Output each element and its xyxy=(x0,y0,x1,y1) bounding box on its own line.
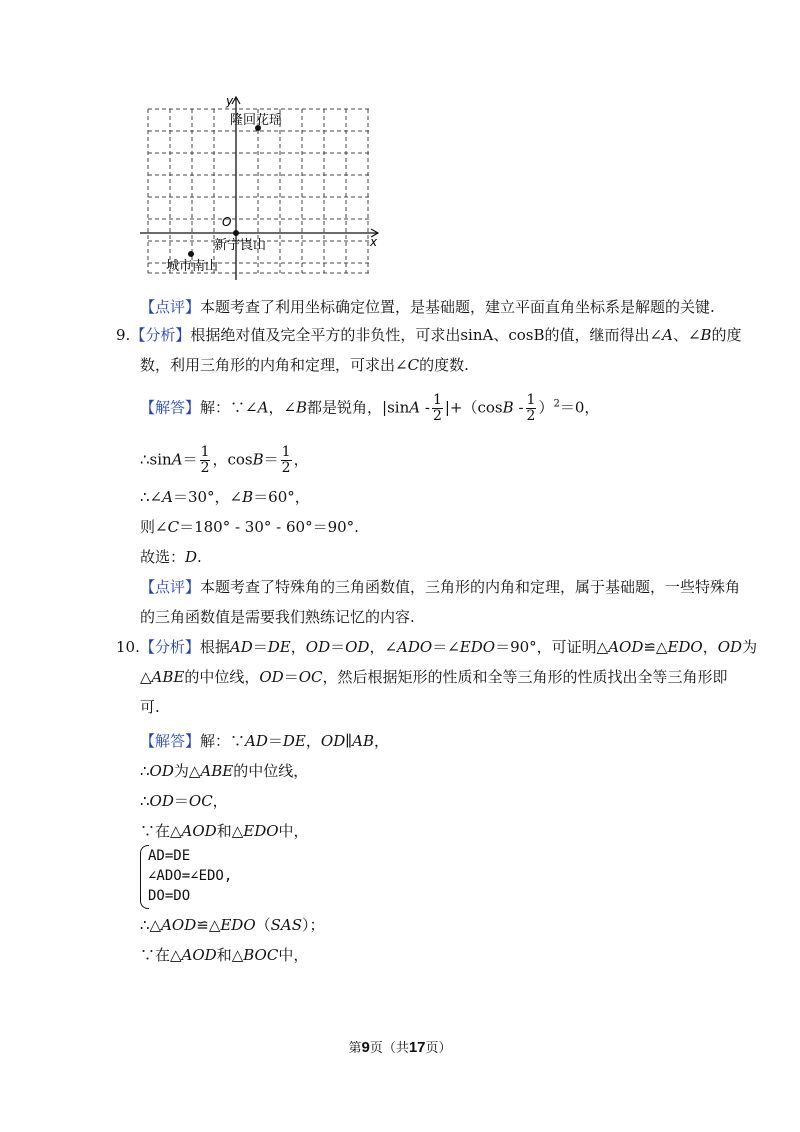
q9-comment-line1: 【点评】本题考查了特殊角的三角函数值，三角形的内角和定理，属于基础题，一些特殊角 xyxy=(140,578,741,596)
q8-comment xyxy=(140,297,715,317)
q9-answer-line3: ∴∠A＝30°，∠B＝60°， xyxy=(140,488,310,506)
comment-tag: 【点评】 xyxy=(140,298,201,316)
x-axis-label: x xyxy=(370,235,378,249)
answer-tag: 【解答】 xyxy=(140,732,201,750)
q10-answer-line1: 【解答】解：∵AD＝DE，OD∥AB， xyxy=(140,732,390,750)
coordinate-grid-figure xyxy=(140,95,380,280)
label-origin: 新宁崀山 xyxy=(214,238,267,253)
q10-answer-line2: ∴OD为△ABE的中位线， xyxy=(140,762,309,780)
q9-answer-line1: 【解答】解：∵∠A，∠B都是锐角，|sinA - $\frac{1}{2}$ |+（cosB - $\frac{1}{2}$ ）$^2$＝0， xyxy=(140,392,600,424)
q10-analysis-line2: △ABE的中位线，OD＝OC，然后根据矩形的性质和全等三角形的性质找出全等三角形即 xyxy=(140,668,728,686)
q9-analysis-line2: 数，利用三角形的内角和定理，可求出∠C的度数. xyxy=(140,356,469,374)
point-origin xyxy=(233,230,239,236)
q9-analysis-line1: 9.【分析】根据绝对值及完全平方的非负性，可求出sinA、cosB的值，继而得出∠A、∠B的度 xyxy=(116,326,742,344)
label-top: 隆回花瑶 xyxy=(230,113,283,128)
y-axis-label: y xyxy=(226,95,234,108)
analysis-tag: 【分析】 xyxy=(139,638,200,656)
fraction-half: $\frac{1}{2}$ xyxy=(526,392,536,424)
fraction-half: $\frac{1}{2}$ xyxy=(432,392,442,424)
answer-tag: 【解答】 xyxy=(140,398,201,417)
q9-comment-line2: 的三角函数值是需要我们熟练记忆的内容. xyxy=(140,608,415,626)
label-bottom: 城市南山 xyxy=(166,259,219,274)
system-line1: AD=DE xyxy=(148,848,191,864)
q10-answer-line5: ∴△AOD≌△EDO（SAS）； xyxy=(140,916,325,934)
comment-text: 本题考查了利用坐标确定位置，是基础题，建立平面直角坐标系是解题的关键. xyxy=(200,298,715,316)
point-bottom xyxy=(188,251,194,257)
q10-answer-line6: ∵在△AOD和△BOC中， xyxy=(140,946,309,964)
q10-analysis-line3: 可. xyxy=(140,698,160,716)
comment-tag: 【点评】 xyxy=(140,578,201,596)
q9-answer-line2: ∴sinA＝ $\frac{1}{2}$ ，cosB＝ $\frac{1}{2}$ ， xyxy=(140,444,309,476)
q9-answer-line5: 故选：D. xyxy=(140,548,202,566)
q10-answer-line4: ∵在△AOD和△EDO中， xyxy=(140,822,309,840)
page-total: 17 xyxy=(408,1039,426,1056)
page-footer: 第9页（共17页） xyxy=(348,1039,452,1056)
system-line3: DO=DO xyxy=(148,888,191,904)
system-line2: ∠ADO=∠EDO, xyxy=(148,868,233,884)
analysis-tag: 【分析】 xyxy=(130,326,191,344)
q10-answer-line3: ∴OD＝OC， xyxy=(140,792,228,810)
fraction-half: $\frac{1}{2}$ xyxy=(200,444,210,476)
q9-answer-line4: 则∠C＝180° - 30° - 60°＝90°. xyxy=(140,518,359,536)
fraction-half: $\frac{1}{2}$ xyxy=(281,444,291,476)
page-number: 9 xyxy=(361,1039,370,1056)
origin-label: O xyxy=(222,215,232,229)
q10-analysis-line1: 10.【分析】根据AD＝DE，OD＝OD，∠ADO＝∠EDO＝90°，可证明△AOD≌△EDO，OD为 xyxy=(116,638,758,656)
